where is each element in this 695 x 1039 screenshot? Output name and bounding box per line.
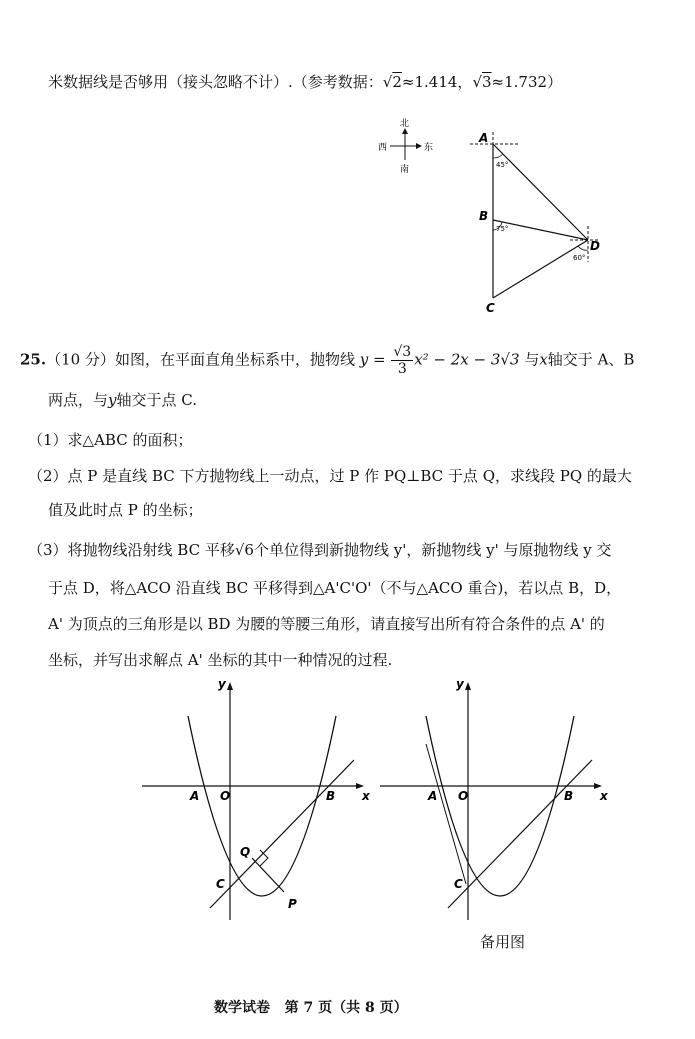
point-O: O (458, 789, 469, 803)
q25-part2-b: 值及此时点 P 的坐标； (48, 501, 203, 519)
point-P: P (288, 897, 297, 911)
footer-subject: 数学试卷 (214, 1000, 270, 1016)
point-A: A (428, 789, 438, 803)
point-C: C (216, 877, 225, 891)
q25-line2: 两点，与y轴交于点 C. (48, 391, 197, 409)
q25-part3-c: A' 为顶点的三角形是以 BD 为腰的等腰三角形，请直接写出所有符合条件的点 A' 的 (48, 615, 605, 633)
footer (214, 998, 408, 1018)
sqrt2: √2 (382, 73, 402, 91)
north-label: 北 (400, 119, 410, 129)
point-C: C (454, 877, 463, 891)
axis-y-label: y (456, 677, 464, 691)
west-label: 西 (378, 143, 388, 153)
axis-x-label: x (600, 789, 608, 803)
axis-y-label: y (218, 677, 226, 691)
equation-rest: x² − 2x − 3√3 (414, 350, 520, 369)
axis-x-label: x (362, 789, 370, 803)
value-sqrt3: 1.732 (504, 73, 548, 91)
point-Q: Q (240, 845, 251, 859)
sqrt3: √3 (472, 73, 492, 91)
point-B: B (326, 789, 336, 803)
q25-part3-d: 坐标，并写出求解点 A' 坐标的其中一种情况的过程. (48, 651, 393, 669)
value-sqrt2: 1.414 (414, 73, 458, 91)
question-score: （10 分） (46, 350, 115, 369)
point-O: O (220, 789, 231, 803)
reference-data-line: 米数据线是否够用（接头忽略不计）.（参考数据：√2≈1.414，√3≈1.732） (48, 73, 563, 91)
angle-60: 60° (573, 254, 586, 262)
backup-figure-caption: 备用图 (480, 933, 526, 951)
equation-fraction: $\frac{√3}{3}$ (393, 344, 412, 377)
angle-75: 75° (496, 225, 509, 233)
graph-left (140, 676, 380, 926)
point-B: B (479, 209, 489, 223)
point-D: D (590, 239, 600, 253)
q25-part2-a: （2）点 P 是直线 BC 下方抛物线上一动点，过 P 作 PQ⊥BC 于点 Q，求线段 PQ 的最大 (28, 467, 632, 485)
reference-text: 米数据线是否够用（接头忽略不计）.（参考数据： (48, 73, 383, 91)
south-label: 南 (400, 165, 410, 175)
q25-part1: （1）求△ABC 的面积； (28, 431, 193, 449)
triangle-figure (460, 130, 610, 320)
footer-page-number: 第 7 页（共 8 页） (284, 1000, 408, 1016)
graph-right (378, 676, 618, 926)
point-B: B (564, 789, 574, 803)
sqrt6: √6 (234, 541, 254, 559)
q25-part3-b: 于点 D，将△ACO 沿直线 BC 平移得到△A'C'O'（不与△ACO 重合)，若以点 B，D， (48, 579, 622, 597)
angle-45: 45° (496, 161, 509, 169)
question-number: 25. (20, 350, 47, 369)
q25-line1: 25.（10 分）如图，在平面直角坐标系中，抛物线 y = $\frac{√3}{3}$ x² − 2x − 3√3 与x轴交于 A、B (20, 344, 635, 377)
compass-figure (372, 116, 438, 176)
point-A: A (190, 789, 200, 803)
east-label: 东 (424, 143, 434, 153)
q25-part3-a: （3）将抛物线沿射线 BC 平移√6个单位得到新抛物线 y'，新抛物线 y' 与原抛物线 y 交 (28, 541, 612, 559)
point-C: C (486, 301, 495, 315)
point-A: A (479, 131, 489, 145)
